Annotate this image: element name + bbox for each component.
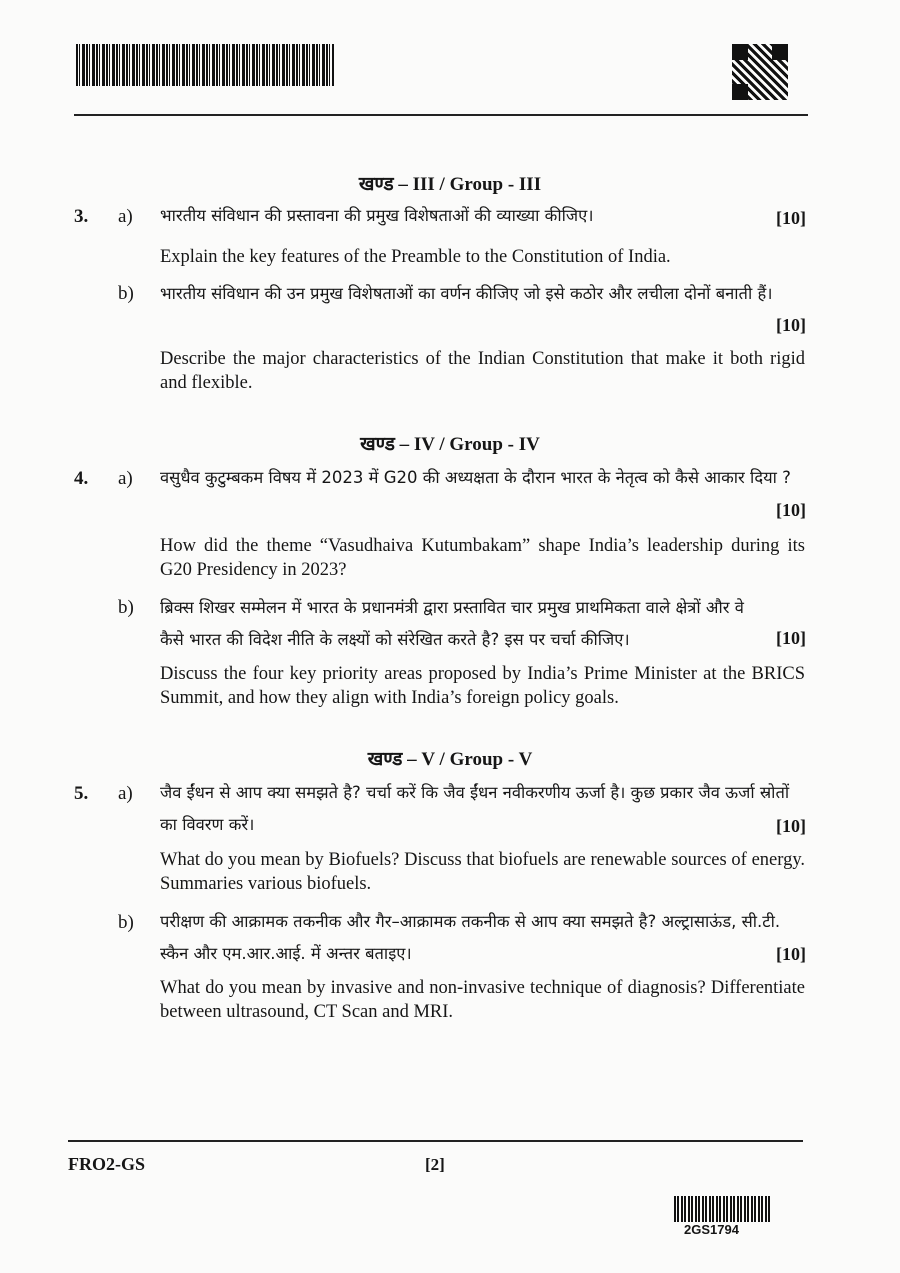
question-3b-english: Describe the major characteristics of the Indian Constitution that make it both rigid and flexible. [160,349,805,393]
part-label-5b: b) [118,912,134,933]
marks-4a: [10] [776,500,806,520]
question-4a-english: How did the theme “Vasudhaiva Kutumbakam” shape India’s leadership during its G20 Presidency in 2023? [160,536,805,580]
part-label-4a: a) [118,468,133,489]
barcode-bottom [674,1196,770,1222]
part-label-3a: a) [118,206,133,227]
marks-3b: [10] [776,315,806,335]
question-3b-hindi: भारतीय संविधान की उन प्रमुख विशेषताओं का वर्णन कीजिए जो इसे कठोर और लचीला दोनों बनाती हैं। [160,284,773,303]
group-heading-3: खण्ड – III / Group - III [358,174,542,195]
group-heading-4: खण्ड – IV / Group - IV [360,434,540,455]
question-5a-hindi: जैव ईंधन से आप क्या समझते है? चर्चा करें कि जैव ईंधन नवीकरणीय ऊर्जा है। कुछ प्रकार जैव ऊर्जा स्रोतों का विवरण करें। [160,783,790,834]
question-5b-hindi: परीक्षण की आक्रामक तकनीक और गैर–आक्रामक तकनीक से आप क्या समझते है? अल्ट्रासाऊंड, सी.टी. स्कैन और एम.आर.आई. में अन्तर बताइए। [160,912,781,963]
question-number-3: 3. [74,206,89,227]
barcode-top [76,44,334,86]
question-3a-english: Explain the key features of the Preamble to the Constitution of India. [160,247,671,267]
marks-3a: [10] [776,208,806,228]
barcode-label: 2GS1794 [684,1222,739,1237]
part-label-4b: b) [118,597,134,618]
paper-code: FRO2-GS [68,1154,146,1174]
question-4b-hindi: ब्रिक्स शिखर सम्मेलन में भारत के प्रधानमंत्री द्वारा प्रस्तावित चार प्रमुख प्राथमिकता वाले क्षेत्रों और वे कैसे भारत की विदेश नीति के लक्ष्यों को संरेखित करते है? इस पर चर्चा कीजिए। [160,598,744,649]
question-5a-english: What do you mean by Biofuels? Discuss that biofuels are renewable sources of energy. Summaries various biofuels. [160,850,805,894]
footer-rule [68,1140,803,1142]
qr-code [730,42,790,102]
page-number: [2] [425,1155,445,1174]
question-5b-english: What do you mean by invasive and non-invasive technique of diagnosis? Differentiate between ultrasound, CT Scan and MRI. [160,978,805,1022]
marks-5b: [10] [776,944,806,964]
question-4a-hindi: वसुधैव कुटुम्बकम विषय में 2023 में G20 की अध्यक्षता के दौरान भारत के नेतृत्व को कैसे आकार दिया ? [160,468,791,487]
group-heading-5: खण्ड – V / Group - V [367,749,533,770]
part-label-5a: a) [118,783,133,804]
question-3a-hindi: भारतीय संविधान की प्रस्तावना की प्रमुख विशेषताओं की व्याख्या कीजिए। [160,206,594,225]
question-number-5: 5. [74,783,89,804]
question-4b-english: Discuss the four key priority areas proposed by India’s Prime Minister at the BRICS Summit, and how they align with India’s foreign policy goals. [160,664,805,708]
marks-5a: [10] [776,816,806,836]
marks-4b: [10] [776,628,806,648]
question-number-4: 4. [74,468,89,489]
header-rule [74,114,808,116]
part-label-3b: b) [118,283,134,304]
